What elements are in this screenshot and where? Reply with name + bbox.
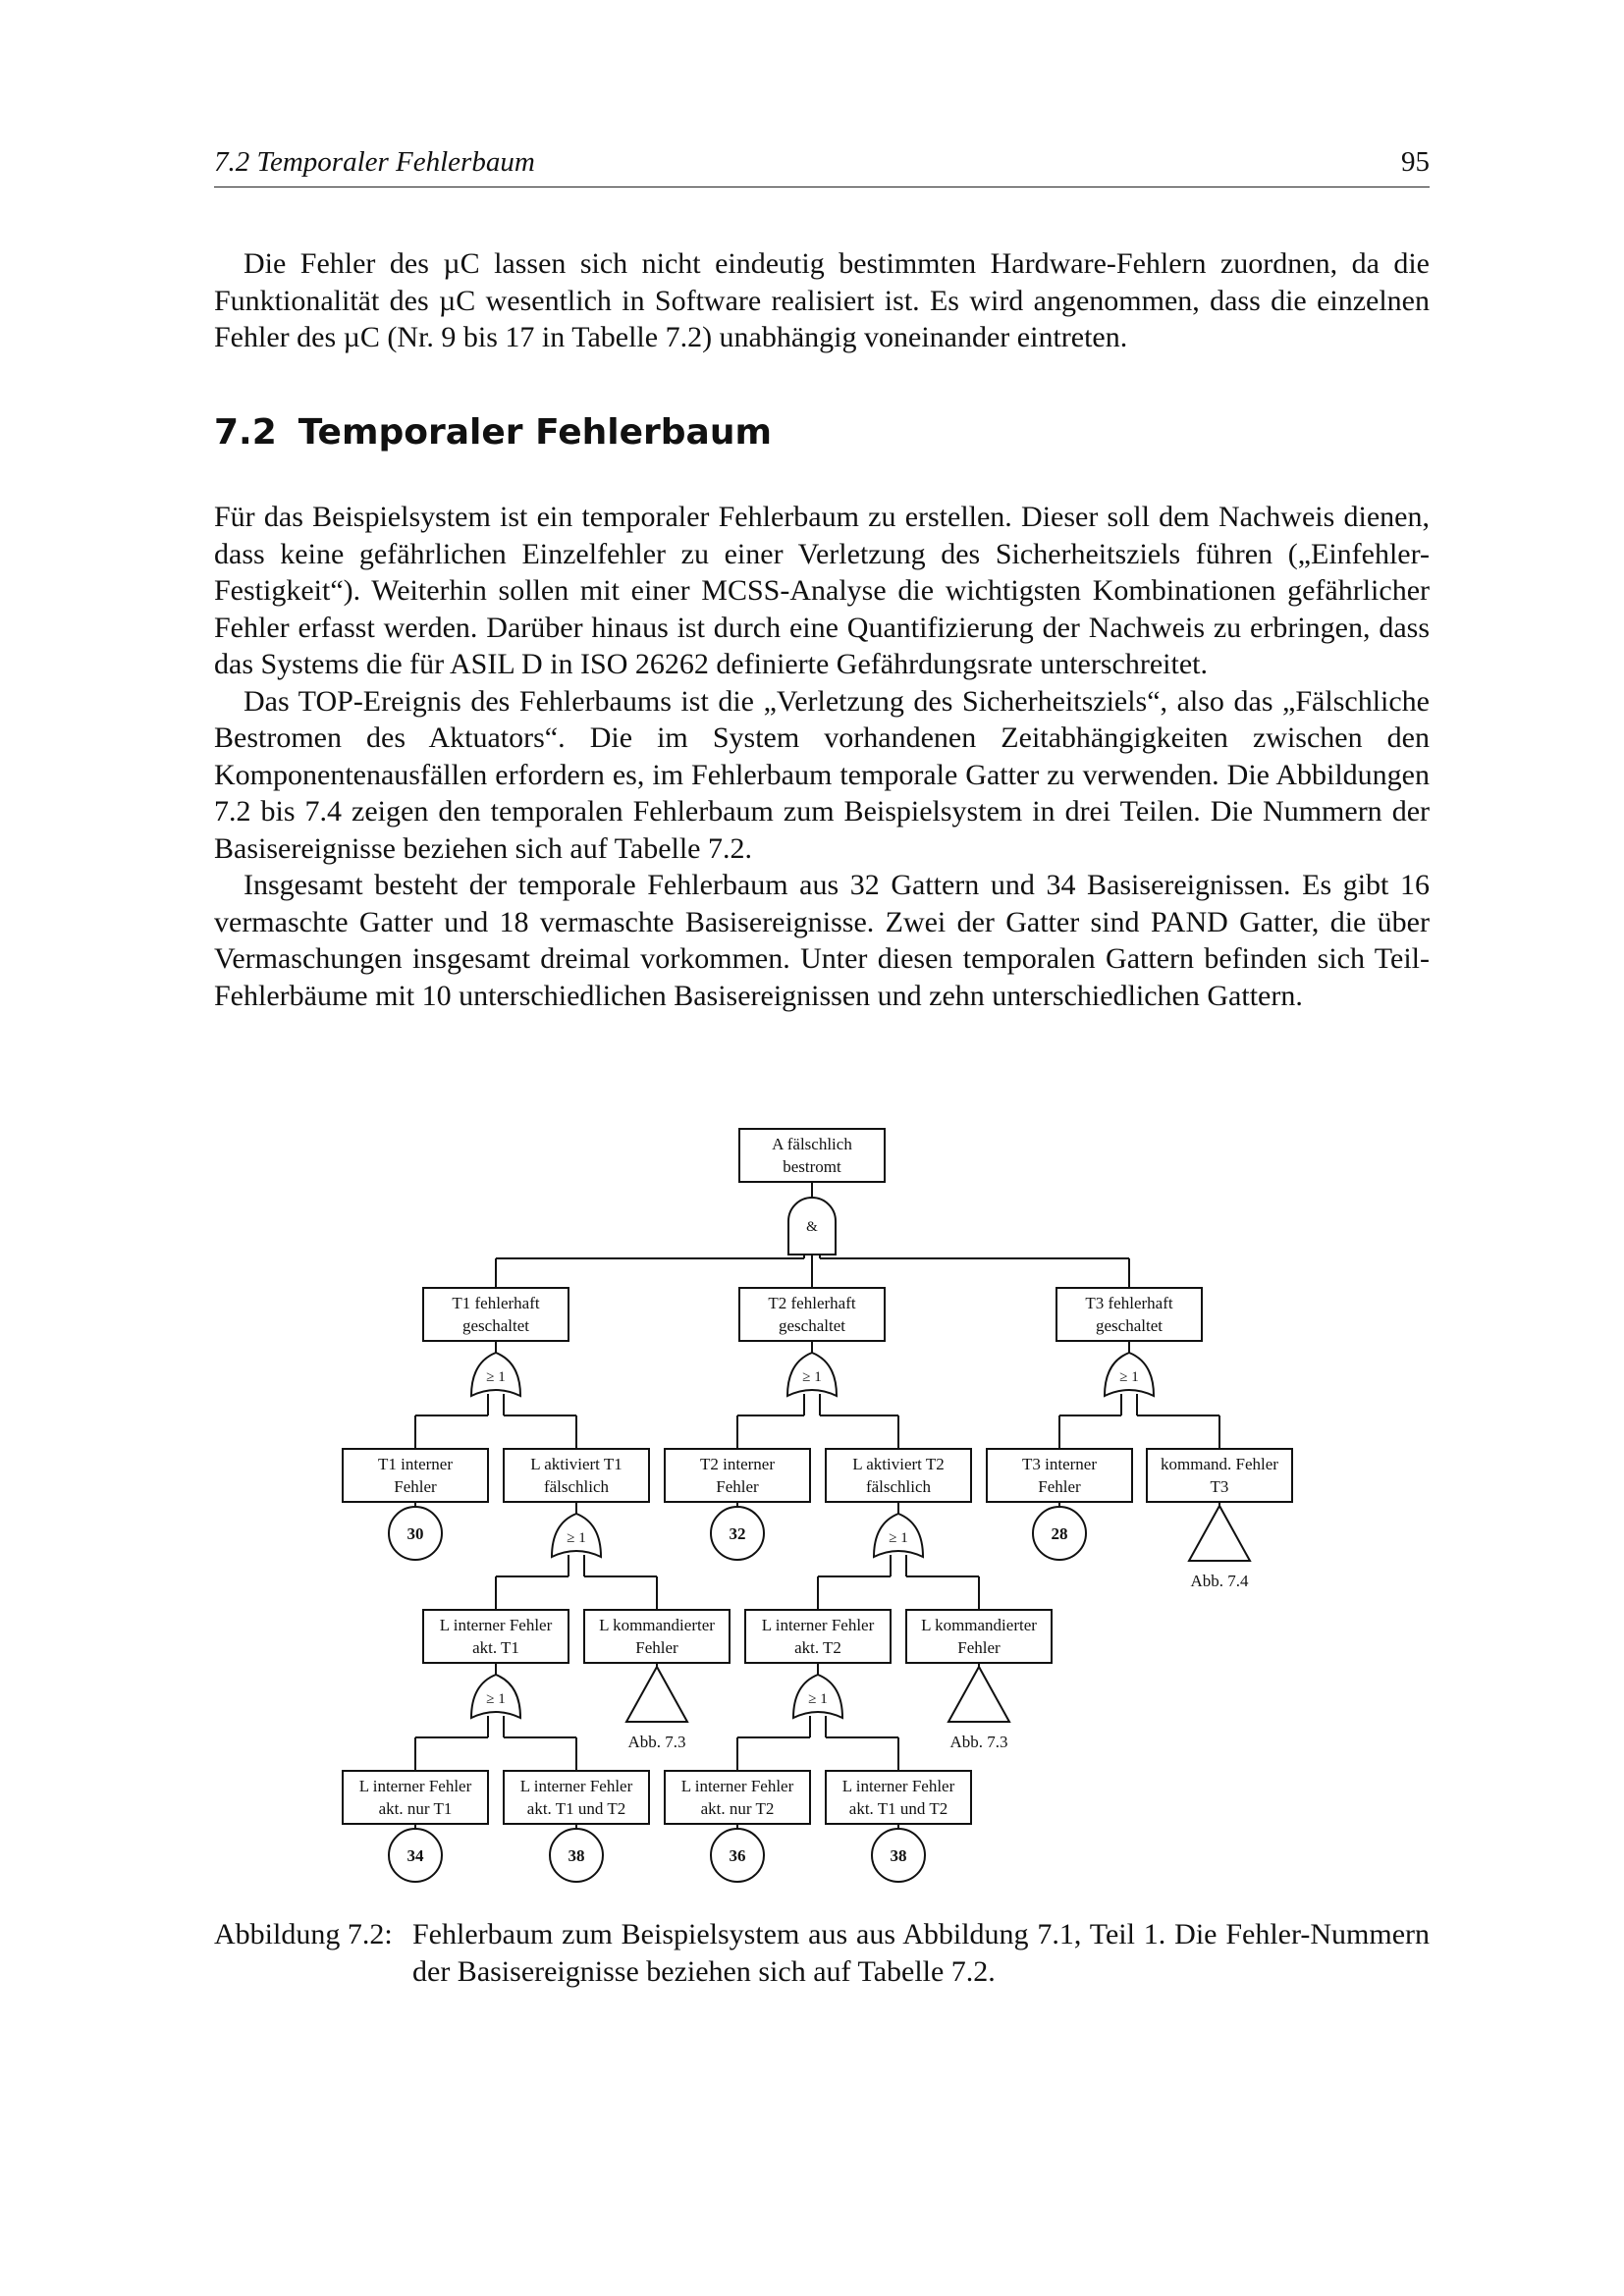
- event-level2-5-label-2: Fehler: [1038, 1477, 1081, 1496]
- or-gate-l-internal-t2-symbol: ≥ 1: [808, 1691, 828, 1707]
- intro-text: [214, 245, 1430, 356]
- intro-paragraph: Die Fehler des µC lassen sich nicht eindeutig bestimmten Hardware-Fehlern zuordnen, da die Funktionalität des µC wesentlich in Software realisiert ist. Es wird angenommen, dass die einzelnen Fehler des µC (Nr. 9 bis 17 in Tabelle 7.2) unabhängig voneinander eintreten.: [214, 247, 1430, 353]
- fault-tree-diagram: [0, 1109, 1624, 1895]
- or-gate-l-activates-t1-symbol: ≥ 1: [567, 1530, 586, 1546]
- event-level4-3-label-1: L interner Fehler: [680, 1777, 794, 1795]
- event-level3-1-label-1: L interner Fehler: [439, 1616, 553, 1634]
- basic-event-28-number: 28: [1051, 1524, 1068, 1543]
- or-gate-t1-symbol: ≥ 1: [486, 1369, 506, 1385]
- event-level4-2-label-1: L interner Fehler: [519, 1777, 633, 1795]
- caption-text: Fehlerbaum zum Beispielsystem aus aus Abbildung 7.1, Teil 1. Die Fehler-Nummern der Basisereignisse beziehen sich auf Tabelle 7.2.: [412, 1918, 1430, 1988]
- event-level3-3-label-1: L interner Fehler: [761, 1616, 875, 1634]
- running-head-section: 7.2 Temporaler Fehlerbaum: [214, 146, 535, 178]
- section-title: Temporaler Fehlerbaum: [298, 412, 772, 453]
- event-level2-2-label-2: fälschlich: [543, 1477, 610, 1496]
- paragraph-2: Das TOP-Ereignis des Fehlerbaums ist die „Verletzung des Sicherheitsziels“, also das „Fälschliche Bestromen des Aktuators“. Die im System vorhandenen Zeitabhängigkeiten zwischen den Komponentenausfällen erfordern es, im Fehlerbaum temporale Gatter zu verwenden. Die Abbildungen 7.2 bis 7.4 zeigen den temporalen Fehlerbaum zum Beispielsystem in drei Teilen. Die Nummern der Basisereignisse beziehen sich auf Tabelle 7.2.: [214, 684, 1430, 865]
- fault-tree-figure: [0, 1109, 1624, 1895]
- event-level2-5-label-1: T3 interner: [1022, 1455, 1097, 1473]
- event-t1-faulty-label-2: geschaltet: [462, 1316, 529, 1335]
- event-t3-faulty-label-1: T3 fehlerhaft: [1085, 1294, 1173, 1312]
- event-level3-1-label-2: akt. T1: [472, 1638, 519, 1657]
- event-t3-faulty-label-2: geschaltet: [1096, 1316, 1163, 1335]
- event-level3-4-label-2: Fehler: [957, 1638, 1001, 1657]
- basic-event-l4-1-number: 34: [406, 1846, 424, 1865]
- top-event-label-2: bestromt: [783, 1157, 841, 1176]
- figure-caption: [214, 1916, 1430, 1991]
- event-level2-3-label-1: T2 interner: [700, 1455, 775, 1473]
- event-level3-2-label-2: Fehler: [635, 1638, 678, 1657]
- section-body: [214, 499, 1430, 1014]
- transfer-abb-7-4-label: Abb. 7.4: [1190, 1572, 1249, 1590]
- section-heading: [214, 412, 793, 453]
- event-level2-1-label-1: T1 interner: [378, 1455, 453, 1473]
- basic-event-l4-2-number: 38: [568, 1846, 585, 1865]
- section-number: 7.2: [214, 412, 277, 453]
- event-level4-1-label-2: akt. nur T1: [378, 1799, 453, 1818]
- and-gate-symbol: &: [806, 1219, 818, 1235]
- event-level3-4-label-1: L kommandierter: [921, 1616, 1037, 1634]
- transfer-abb-7-3-1: [626, 1667, 687, 1722]
- or-gate-t3-symbol: ≥ 1: [1119, 1369, 1139, 1385]
- transfer-abb-7-3-1-label: Abb. 7.3: [627, 1733, 686, 1751]
- event-level2-4-label-1: L aktiviert T2: [852, 1455, 945, 1473]
- transfer-abb-7-3-2-label: Abb. 7.3: [949, 1733, 1008, 1751]
- event-level2-2-label-1: L aktiviert T1: [530, 1455, 623, 1473]
- event-t2-faulty-label-1: T2 fehlerhaft: [768, 1294, 856, 1312]
- event-level2-6-label-1: kommand. Fehler: [1161, 1455, 1278, 1473]
- event-level4-4-label-2: akt. T1 und T2: [848, 1799, 948, 1818]
- basic-event-l4-3-number: 36: [729, 1846, 746, 1865]
- basic-event-l4-4-number: 38: [890, 1846, 907, 1865]
- page-number: 95: [1401, 146, 1430, 178]
- event-level4-2-label-2: akt. T1 und T2: [526, 1799, 626, 1818]
- event-t2-faulty-label-2: geschaltet: [779, 1316, 845, 1335]
- running-head: [214, 143, 1430, 187]
- or-gate-t2-symbol: ≥ 1: [802, 1369, 822, 1385]
- event-level2-3-label-2: Fehler: [716, 1477, 759, 1496]
- or-gate-l-activates-t2-symbol: ≥ 1: [889, 1530, 908, 1546]
- event-level4-1-label-1: L interner Fehler: [358, 1777, 472, 1795]
- event-level3-2-label-1: L kommandierter: [599, 1616, 715, 1634]
- transfer-abb-7-4: [1189, 1506, 1250, 1561]
- event-level2-1-label-2: Fehler: [394, 1477, 437, 1496]
- basic-event-30-number: 30: [406, 1524, 424, 1543]
- event-level4-4-label-1: L interner Fehler: [841, 1777, 955, 1795]
- event-level3-3-label-2: akt. T2: [794, 1638, 841, 1657]
- event-level2-6-label-2: T3: [1210, 1477, 1229, 1496]
- paragraph-1: Für das Beispielsystem ist ein temporaler Fehlerbaum zu erstellen. Dieser soll dem Nachweis dienen, dass keine gefährlichen Einzelfehler zu einer Verletzung des Sicherheitsziels führen („Einfehler-Festigkeit“). Weiterhin sollen mit einer MCSS-Analyse die wichtigsten Kombinationen gefährlicher Fehler erfasst werden. Darüber hinaus ist durch eine Quantifizierung der Nachweis zu erbringen, dass das Systems die für ASIL D in ISO 26262 definierte Gefährdungsrate unterschreitet.: [214, 501, 1430, 680]
- event-level2-4-label-2: fälschlich: [865, 1477, 932, 1496]
- transfer-abb-7-3-2: [948, 1667, 1009, 1722]
- basic-event-32-number: 32: [729, 1524, 746, 1543]
- event-level4-3-label-2: akt. nur T2: [700, 1799, 775, 1818]
- event-t1-faulty-label-1: T1 fehlerhaft: [452, 1294, 540, 1312]
- or-gate-l-internal-t1-symbol: ≥ 1: [486, 1691, 506, 1707]
- caption-label: Abbildung 7.2:: [214, 1918, 393, 1950]
- top-event-label-1: A fälschlich: [772, 1135, 852, 1153]
- paragraph-3: Insgesamt besteht der temporale Fehlerbaum aus 32 Gattern und 34 Basisereignissen. Es gibt 16 vermaschte Gatter und 18 vermaschte Basisereignisse. Zwei der Gatter sind PAND Gatter, die über Vermaschungen insgesamt dreimal vorkommen. Unter diesen temporalen Gattern befinden sich Teil-Fehlerbäume mit 10 unterschiedlichen Basisereignissen und zehn unterschiedlichen Gattern.: [214, 869, 1430, 1012]
